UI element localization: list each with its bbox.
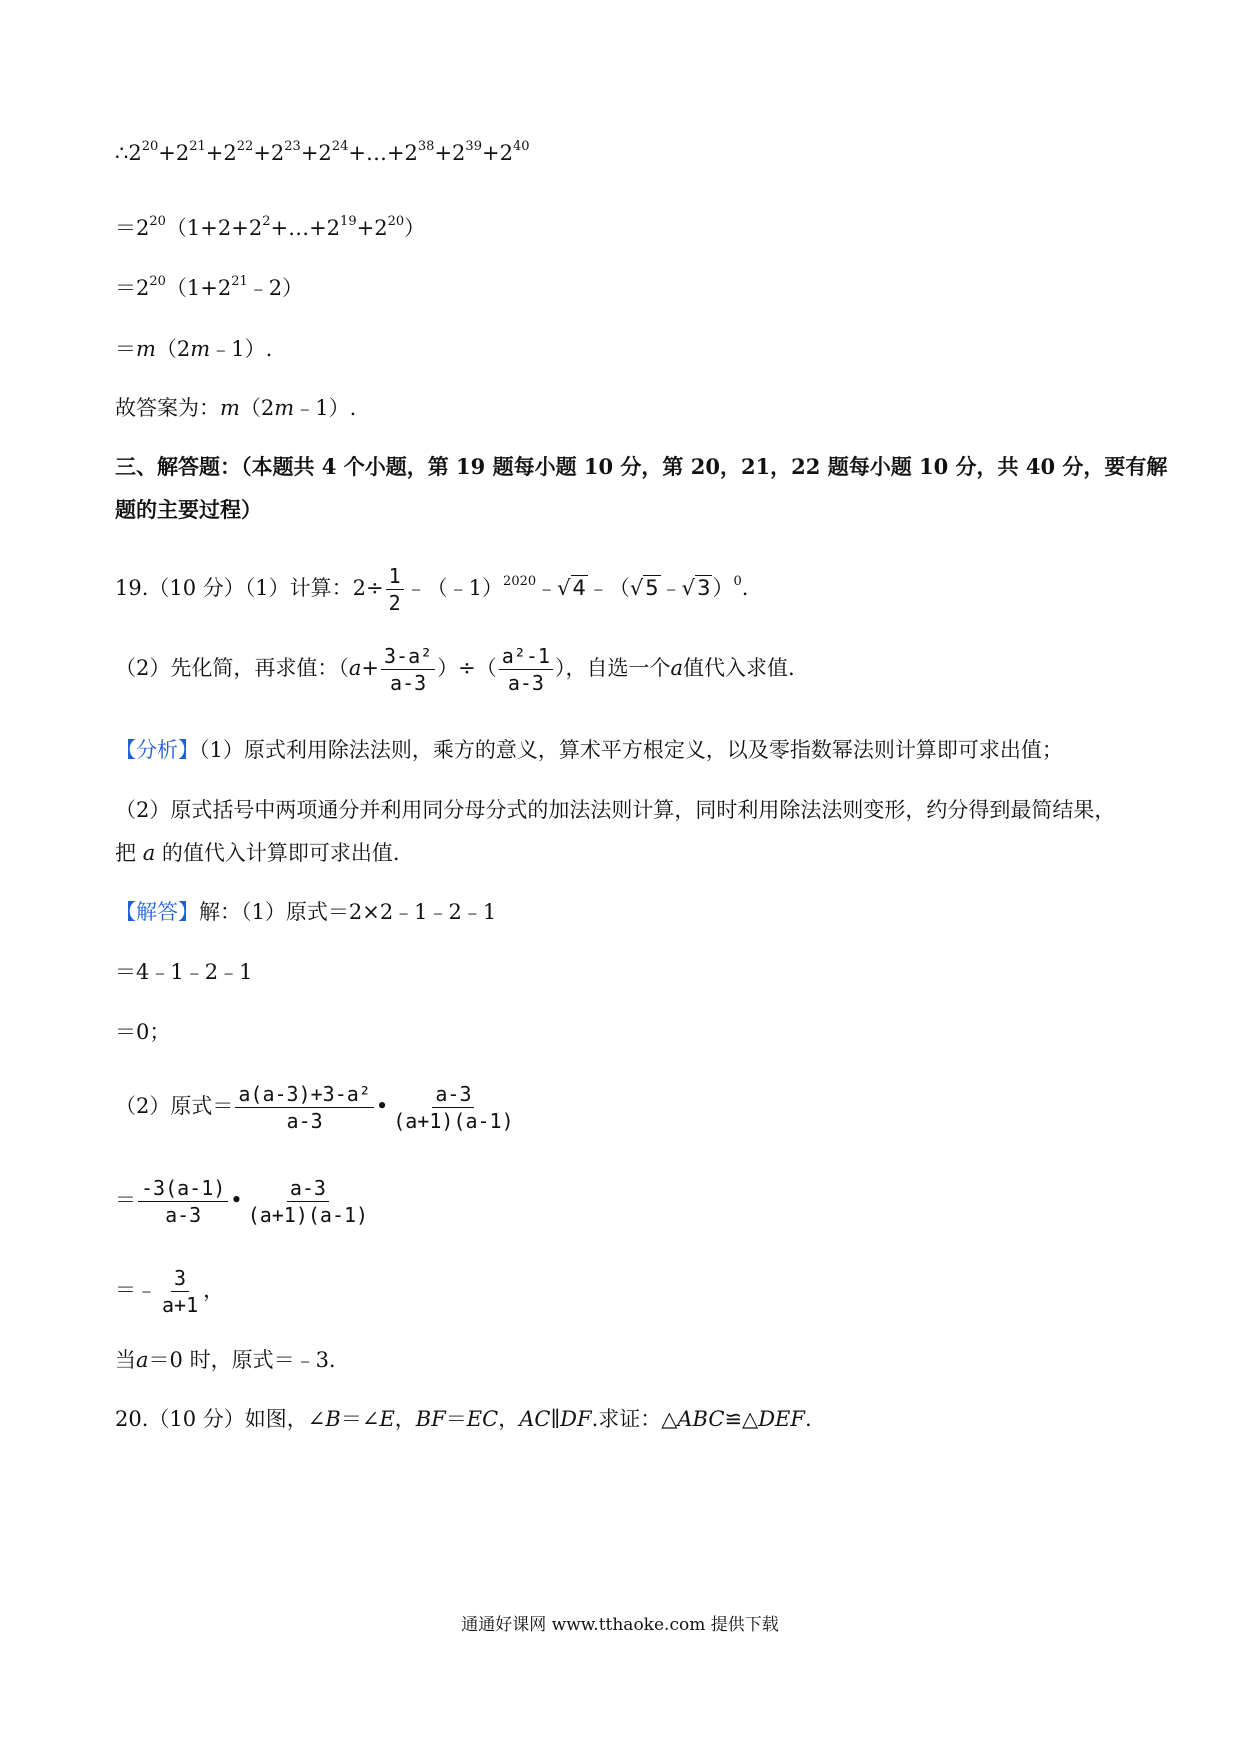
fraction: $\frac{a-3}{(a+1)(a-1)}$ xyxy=(393,1082,514,1133)
answer-line-2: ＝4﹣1﹣2﹣1 xyxy=(115,960,253,984)
answer-step-5: 当a＝0 时，原式＝﹣3. xyxy=(115,1348,336,1372)
answer-step-2: （2）原式＝ $\frac{\text{a(a-3)+3-a²}}{a-3}$ • $\frac{a-3}{(a+1)(a-1)}$ xyxy=(115,1076,519,1136)
analysis-line-2: （2）原式括号中两项通分并利用同分母分式的加法法则计算，同时利用除法法则变形，约分得到最简结果， xyxy=(115,798,1116,822)
answer-step-3: ＝ $\frac{-3(a-1)}{a-3}$ • $\frac{a-3}{(a+1)(a-1)}$ xyxy=(115,1170,373,1230)
fraction: $\frac{3}{a+1}$ xyxy=(162,1266,199,1317)
sqrt: √5 xyxy=(629,576,659,600)
section-heading-line-1: 三、解答题：（本题共 4 个小题，第 19 题每小题 10 分，第 20，21，22 题每小题 10 分，共 40 分，要有解 xyxy=(115,454,1168,479)
equation-line-1: $\therefore 2^{20}+2^{21}+2^{22}+2^{23}+2^{24}+\dots+2^{38}+2^{39}+2^{40}$ xyxy=(115,139,530,165)
fraction: $\frac{1}{2}$ xyxy=(386,563,404,616)
fraction: $\frac{a-3}{(a+1)(a-1)}$ xyxy=(247,1176,369,1227)
question-19-part-2: （2）先化简，再求值：（a+ $\frac{\text{3-a²}}{a-3}$ ）÷（ $\frac{\text{a²-1}}{a-3}$ ），自选一个a值代入求值. xyxy=(115,644,795,695)
answer-tag: 【解答】 xyxy=(115,900,199,924)
equation-line-2: $=2^{20}(1+2+2^2+\dots+2^{19}+2^{20})$ xyxy=(115,214,426,240)
fraction: $\frac{\text{a(a-3)+3-a²}}{a-3}$ xyxy=(235,1081,373,1134)
answer-line-3: ＝0； xyxy=(115,1020,171,1044)
question-19-part-1: 19.（10 分）（1）计算：2÷ $\frac{1}{2}$ ﹣（﹣1）$^{2020}$﹣√4﹣（√5﹣√3）$^0$. xyxy=(115,560,748,616)
answer-line-1: 【解答】解：（1）原式＝2×2﹣1﹣2﹣1 xyxy=(115,900,497,924)
equation-line-4: ＝m（2m﹣1）. xyxy=(115,337,273,361)
answer-line: 故答案为：m（2m﹣1）. xyxy=(115,396,357,420)
answer-step-4: ＝﹣ $\frac{3}{a+1}$ ， xyxy=(115,1266,225,1317)
fraction: $\frac{-3(a-1)}{a-3}$ xyxy=(138,1175,228,1228)
question-20: 20.（10 分）如图，∠B＝∠E，BF＝EC，AC∥DF.求证：△ABC≌△DEF. xyxy=(115,1407,812,1431)
section-heading-line-2: 题的主要过程） xyxy=(115,497,262,522)
analysis-line-3: 把 a 的值代入计算即可求出值. xyxy=(115,841,400,865)
page-footer: 通通好课网 www.tthaoke.com 提供下载 xyxy=(461,1615,779,1635)
fraction: $\frac{\text{a²-1}}{a-3}$ xyxy=(499,643,553,696)
fraction: $\frac{\text{3-a²}}{a-3}$ xyxy=(381,643,435,696)
sqrt: √3 xyxy=(681,576,711,600)
analysis-tag: 【分析】 xyxy=(115,738,199,762)
sqrt: √4 xyxy=(557,576,586,600)
equation-line-3: $=2^{20}(1+2^{21}﹣2)$ xyxy=(115,274,304,300)
analysis-line-1: 【分析】（1）原式利用除法法则，乘方的意义，算术平方根定义，以及零指数幂法则计算即可求出值； xyxy=(115,738,1063,762)
